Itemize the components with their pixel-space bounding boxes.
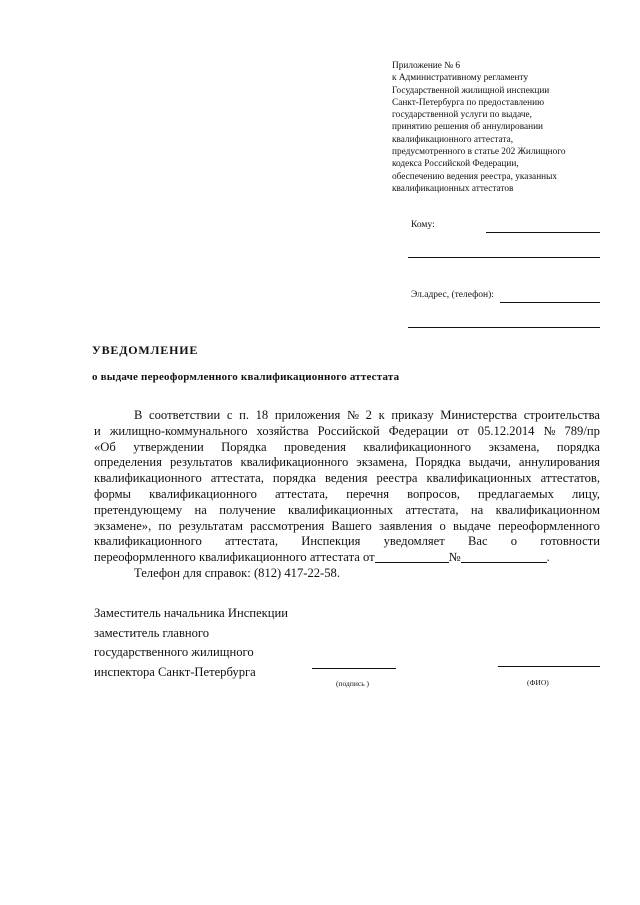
- appendix-line: Санкт-Петербурга по предоставлению: [392, 97, 545, 108]
- appendix-line: к Административному регламенту: [392, 73, 529, 84]
- body-line: [94, 471, 600, 487]
- appendix-line: предусмотренного в статье 202 Жилищного: [392, 147, 566, 158]
- to-field-line[interactable]: [486, 232, 600, 233]
- body-line: [94, 503, 600, 519]
- body-line: [94, 424, 600, 440]
- body-word: о: [439, 518, 446, 533]
- body-word: о: [510, 534, 518, 549]
- body-word: результатов: [169, 455, 233, 470]
- email-phone-field-line-2[interactable]: [408, 327, 600, 328]
- body-word: №: [346, 408, 359, 422]
- body-word: аттестата,: [405, 502, 459, 517]
- signatory-line: Заместитель начальника Инспекции: [94, 606, 288, 620]
- body-word: выдачи,: [468, 455, 511, 470]
- notice-body: [94, 408, 600, 566]
- body-line: [94, 455, 600, 471]
- appendix-line: государственной услуги по выдаче,: [392, 110, 532, 121]
- appendix-header: [392, 60, 622, 195]
- body-word: Российской: [317, 423, 380, 438]
- body-word: переоформленного: [498, 518, 600, 533]
- body-word: получение: [219, 502, 276, 517]
- signature-field-line[interactable]: [312, 668, 396, 669]
- notice-title: УВЕДОМЛЕНИЕ: [92, 343, 199, 357]
- body-word: выдаче: [453, 518, 491, 533]
- body-word: претендующему: [94, 502, 183, 517]
- body-word: квалификационного: [94, 534, 202, 549]
- body-word: результатам: [178, 518, 243, 533]
- issue-number-field[interactable]: [461, 550, 547, 563]
- signatory-position: [94, 604, 288, 682]
- full-name-field-line[interactable]: [498, 666, 600, 667]
- number-sign: №: [448, 550, 461, 565]
- body-word: лицу,: [572, 486, 600, 501]
- body-word: соответствии: [149, 408, 221, 422]
- appendix-line: Государственной жилищной инспекции: [392, 85, 550, 96]
- body-word: 05.12.2014: [477, 423, 535, 438]
- body-word: заявления: [379, 518, 433, 533]
- body-word: и: [94, 423, 101, 438]
- body-word: Федерации: [388, 423, 449, 438]
- body-word: ведения: [324, 471, 368, 486]
- body-word: на: [194, 502, 207, 517]
- body-word: квалификационных: [426, 471, 532, 486]
- body-word: «Об: [94, 439, 116, 454]
- body-word: экзамене»,: [94, 518, 152, 533]
- reference-phone: Телефон для справок: (812) 417-22-58.: [134, 566, 340, 580]
- body-word: аттестатов,: [540, 471, 600, 486]
- period: .: [546, 550, 550, 565]
- appendix-line: Приложение № 6: [392, 61, 461, 71]
- appendix-line: квалификационного аттестата,: [392, 134, 514, 145]
- body-word: №: [543, 423, 556, 438]
- signatory-line: государственного жилищного: [94, 645, 254, 659]
- email-phone-field-line[interactable]: [500, 302, 600, 303]
- body-word: аттестата,: [224, 534, 279, 549]
- body-word: Порядка: [221, 439, 267, 454]
- body-word: перечня: [346, 486, 389, 501]
- full-name-caption: (ФИО): [527, 678, 549, 687]
- body-line: [94, 487, 600, 503]
- body-word: 18: [255, 408, 269, 422]
- body-word: п.: [239, 408, 249, 422]
- body-word: Порядка: [415, 455, 461, 470]
- body-word: приказу: [391, 408, 434, 422]
- body-line: [94, 534, 600, 550]
- body-word: с: [226, 408, 233, 422]
- body-word: порядка: [556, 439, 600, 454]
- body-word: от: [457, 423, 469, 438]
- email-phone-label: Эл.адрес, (телефон):: [411, 290, 494, 300]
- body-word: жилищно-коммунального: [109, 423, 248, 438]
- body-word: по: [158, 518, 172, 533]
- issue-text: переоформленного квалификационного аттестата от: [94, 550, 375, 565]
- body-word: уведомляет: [383, 534, 445, 549]
- body-word: предлагаемых: [478, 486, 554, 501]
- appendix-line: принятию решения об аннулировании: [392, 122, 544, 133]
- issue-date-field[interactable]: [375, 550, 449, 563]
- signatory-line: инспектора Санкт-Петербурга: [94, 664, 256, 679]
- body-word: проведения: [283, 439, 346, 454]
- body-word: рассмотрения: [250, 518, 325, 533]
- body-word: квалификационном: [495, 502, 600, 517]
- body-word: приложения: [274, 408, 341, 422]
- body-word: квалификационного: [363, 439, 472, 454]
- body-word: 2: [365, 408, 372, 422]
- body-word: утверждении: [133, 439, 204, 454]
- appendix-line: квалификационных аттестатов: [392, 183, 514, 194]
- body-word: В: [134, 408, 143, 422]
- signatory-line: заместитель главного: [94, 625, 210, 640]
- body-word: реестра: [376, 471, 418, 486]
- body-word: аттестата,: [210, 471, 264, 486]
- to-field-line-2[interactable]: [408, 257, 600, 258]
- body-word: аннулирования: [518, 455, 600, 470]
- body-word: экзамена,: [488, 439, 540, 454]
- body-word: к: [378, 408, 385, 422]
- body-word: порядка: [272, 471, 316, 486]
- body-word: квалификационного: [240, 455, 349, 470]
- body-line: [94, 519, 600, 535]
- body-word: Министерства: [440, 408, 518, 422]
- body-word: квалификационных: [288, 502, 394, 517]
- body-word: квалификационного: [149, 486, 257, 501]
- body-word: хозяйства: [256, 423, 309, 438]
- body-line-issue-date: [94, 550, 600, 566]
- appendix-line: кодекса Российской Федерации,: [392, 159, 519, 170]
- body-word: аттестата,: [275, 486, 329, 501]
- body-word: формы: [94, 486, 131, 501]
- body-word: квалификационного: [94, 471, 202, 486]
- body-word: Вас: [467, 534, 488, 549]
- appendix-line: обеспечению ведения реестра, указанных: [392, 171, 558, 182]
- notice-subtitle: о выдаче переоформленного квалификационного аттестата: [92, 371, 400, 383]
- body-word: определения: [94, 455, 162, 470]
- body-word: экзамена,: [356, 455, 408, 470]
- body-word: 789/пр: [564, 423, 600, 438]
- body-word: вопросов,: [407, 486, 460, 501]
- body-word: Вашего: [331, 518, 372, 533]
- to-label: Кому:: [411, 220, 435, 230]
- body-word: строительства: [523, 408, 600, 422]
- body-word: на: [470, 502, 484, 517]
- body-word: готовности: [540, 534, 600, 549]
- body-line: [94, 408, 600, 424]
- body-line: [94, 440, 600, 456]
- body-word: Инспекция: [301, 534, 361, 549]
- signature-caption: (подпись ): [336, 679, 370, 688]
